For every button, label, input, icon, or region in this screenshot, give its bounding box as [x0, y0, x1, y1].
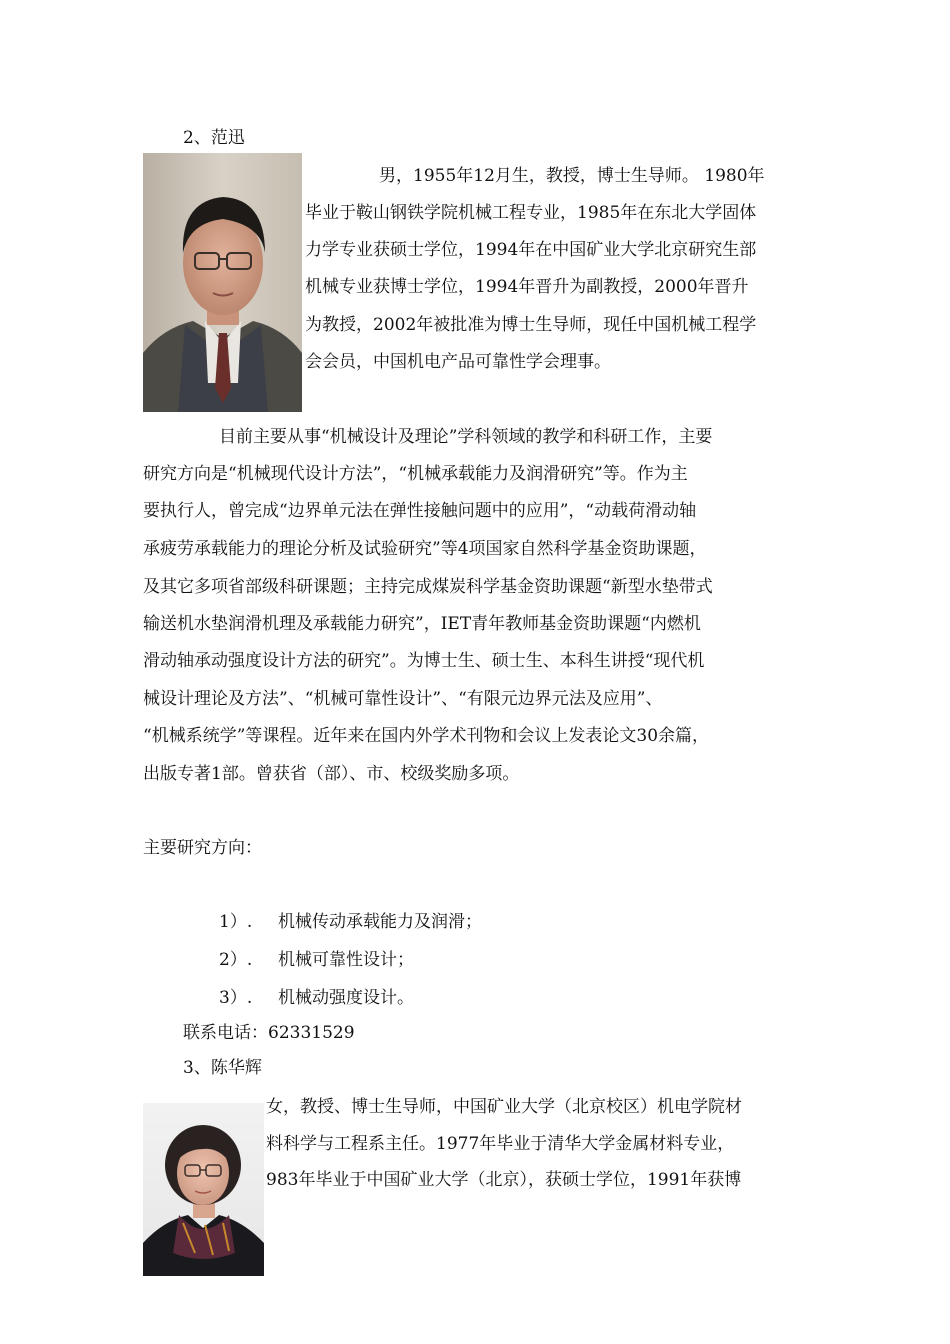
body-line-9: “机械系统学”等课程。近年来在国内外学术刊物和会议上发表论文30余篇，	[143, 726, 710, 746]
body-line-10: 出版专著1部。曾获省（部）、市、校级奖励多项。	[143, 764, 520, 784]
body-line-3: 要执行人，曾完成“边界单元法在弹性接触问题中的应用”，“动载荷滑动轴	[143, 501, 697, 521]
section-heading-chen-huahui: 3、陈华辉	[183, 1058, 262, 1078]
body-line-7: 滑动轴承动强度设计方法的研究”。为博士生、硕士生、本科生讲授“现代机	[143, 651, 705, 671]
portrait-photo-chen-huahui	[143, 1103, 264, 1276]
intro-line-1: 女，教授、博士生导师，中国矿业大学（北京校区）机电学院材	[266, 1097, 742, 1117]
intro-line-2: 料科学与工程系主任。1977年毕业于清华大学金属材料专业，	[266, 1134, 735, 1154]
intro-line-3: 力学专业获硕士学位，1994年在中国矿业大学北京研究生部	[305, 240, 757, 260]
intro-line-1: 男，1955年12月生，教授，博士生导师。 1980年	[379, 166, 765, 186]
research-item-text: 机械动强度设计。	[278, 988, 414, 1008]
research-heading: 主要研究方向：	[143, 838, 262, 858]
body-line-4: 承疲劳承载能力的理论分析及试验研究”等4项国家自然科学基金资助课题，	[143, 539, 707, 559]
body-line-8: 械设计理论及方法”、“机械可靠性设计”、“有限元边界元法及应用”、	[143, 689, 663, 709]
body-line-2: 研究方向是“机械现代设计方法”，“机械承载能力及润滑研究”等。作为主	[143, 464, 688, 484]
research-item-text: 机械传动承载能力及润滑；	[278, 912, 482, 932]
portrait-photo-fan-xun	[143, 153, 302, 412]
intro-line-6: 会会员，中国机电产品可靠性学会理事。	[305, 352, 611, 372]
body-line-5: 及其它多项省部级科研课题；主持完成煤炭科学基金资助课题“新型水垫带式	[143, 577, 713, 597]
intro-line-5: 为教授，2002年被批准为博士生导师，现任中国机械工程学	[305, 315, 757, 335]
contact-phone: 联系电话：62331529	[183, 1023, 355, 1043]
body-line-6: 输送机水垫润滑机理及承载能力研究”，IET青年教师基金资助课题“内燃机	[143, 614, 701, 634]
section-heading-fan-xun: 2、范迅	[183, 128, 245, 148]
research-item-number: 2）.	[219, 950, 253, 970]
research-item-number: 3）.	[219, 988, 253, 1008]
research-item-text: 机械可靠性设计；	[278, 950, 414, 970]
intro-line-3: 983年毕业于中国矿业大学（北京），获硕士学位，1991年获博	[266, 1170, 742, 1190]
intro-line-2: 毕业于鞍山钢铁学院机械工程专业，1985年在东北大学固体	[305, 203, 757, 223]
research-item-number: 1）.	[219, 912, 253, 932]
body-line-1: 目前主要从事“机械设计及理论”学科领域的教学和科研工作，主要	[219, 427, 713, 447]
intro-line-4: 机械专业获博士学位，1994年晋升为副教授，2000年晋升	[305, 277, 749, 297]
